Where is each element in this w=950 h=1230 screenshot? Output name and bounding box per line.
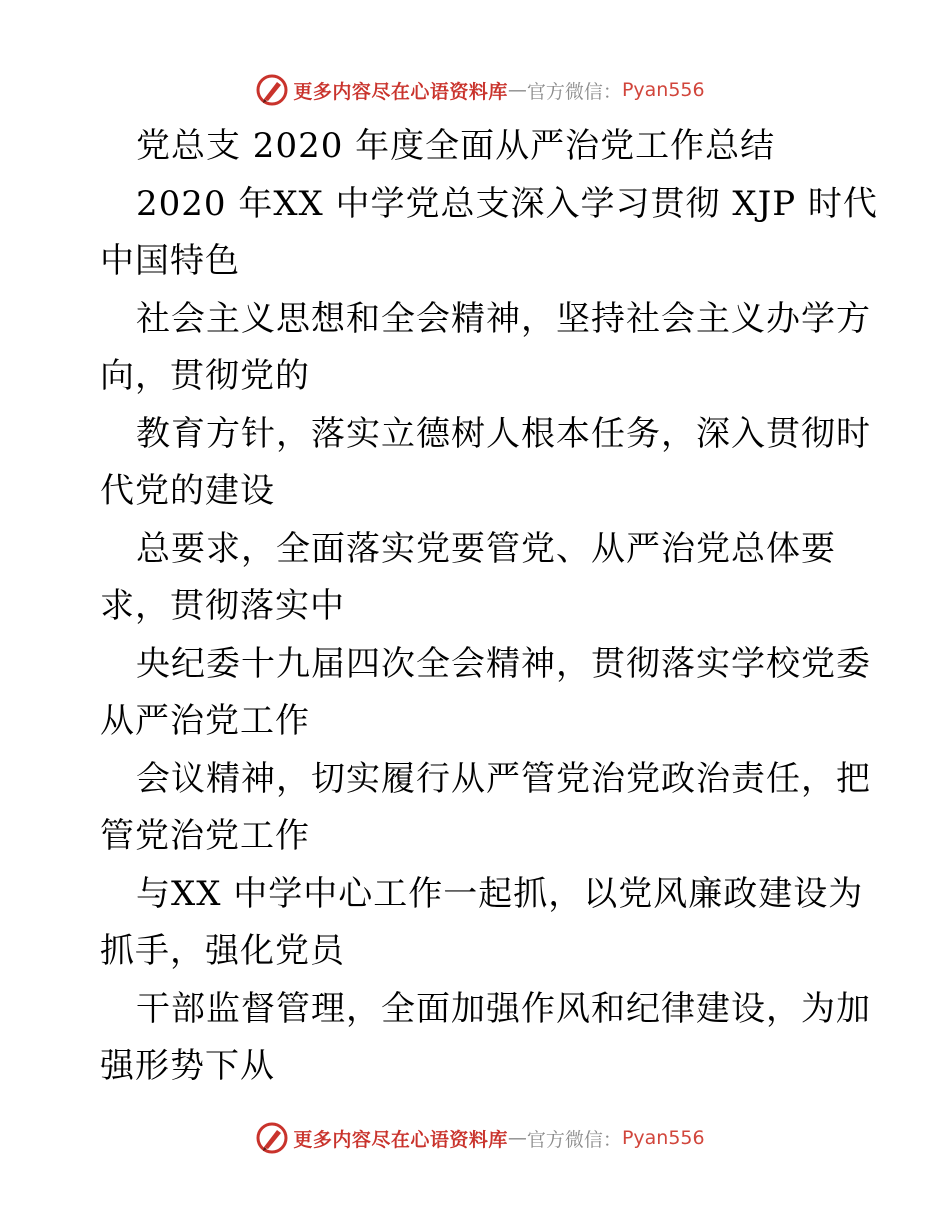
paragraph-line: 社会主义思想和全会精神，坚持社会主义办学方 (136, 298, 871, 339)
paragraph-line: 中国特色 (100, 241, 240, 281)
banner-wechat-label: 官方微信： (526, 1128, 622, 1151)
header-banner (0, 70, 950, 110)
banner-separator: — (507, 1127, 527, 1149)
paragraph-line: 干部监督管理，全面加强作风和纪律建设，为加 (136, 988, 871, 1029)
footer-banner (0, 1118, 950, 1158)
banner-wechat-id: Pyan556 (621, 1127, 705, 1149)
paragraph-line: 代党的建设 (100, 471, 275, 511)
document-title: 党总支 2020 年度全面从严治党工作总结 (136, 126, 776, 166)
paragraph-line: 向，贯彻党的 (100, 356, 310, 396)
paragraph-line: 抓手，强化党员 (100, 931, 345, 971)
paragraph-line: 总要求，全面落实党要管党、从严治党总体要 (136, 528, 836, 569)
document-body (100, 118, 878, 1096)
paragraph-line: 管党治党工作 (100, 816, 310, 856)
paragraph-line: 从严治党工作 (100, 701, 310, 741)
banner-main-text: 更多内容尽在心语资料库 (293, 1128, 508, 1151)
pen-logo-icon (255, 1121, 289, 1155)
banner-main-text: 更多内容尽在心语资料库 (293, 80, 508, 103)
paragraph-line: 教育方针，落实立德树人根本任务，深入贯彻时 (136, 413, 871, 454)
paragraph-line: 会议精神，切实履行从严管党治党政治责任，把 (136, 758, 871, 799)
paragraph-line: 央纪委十九届四次全会精神，贯彻落实学校党委 (136, 643, 871, 684)
pen-logo-icon (255, 73, 289, 107)
banner-wechat-label: 官方微信： (526, 80, 622, 103)
paragraph-line: 2020 年XX 中学党总支深入学习贯彻 XJP 时代 (136, 183, 878, 224)
banner-separator: — (507, 79, 527, 101)
paragraph-line: 求，贯彻落实中 (100, 586, 345, 626)
paragraph-line: 强形势下从 (100, 1046, 275, 1086)
banner-wechat-id: Pyan556 (621, 79, 705, 101)
paragraph-line: 与XX 中学中心工作一起抓，以党风廉政建设为 (136, 873, 864, 914)
